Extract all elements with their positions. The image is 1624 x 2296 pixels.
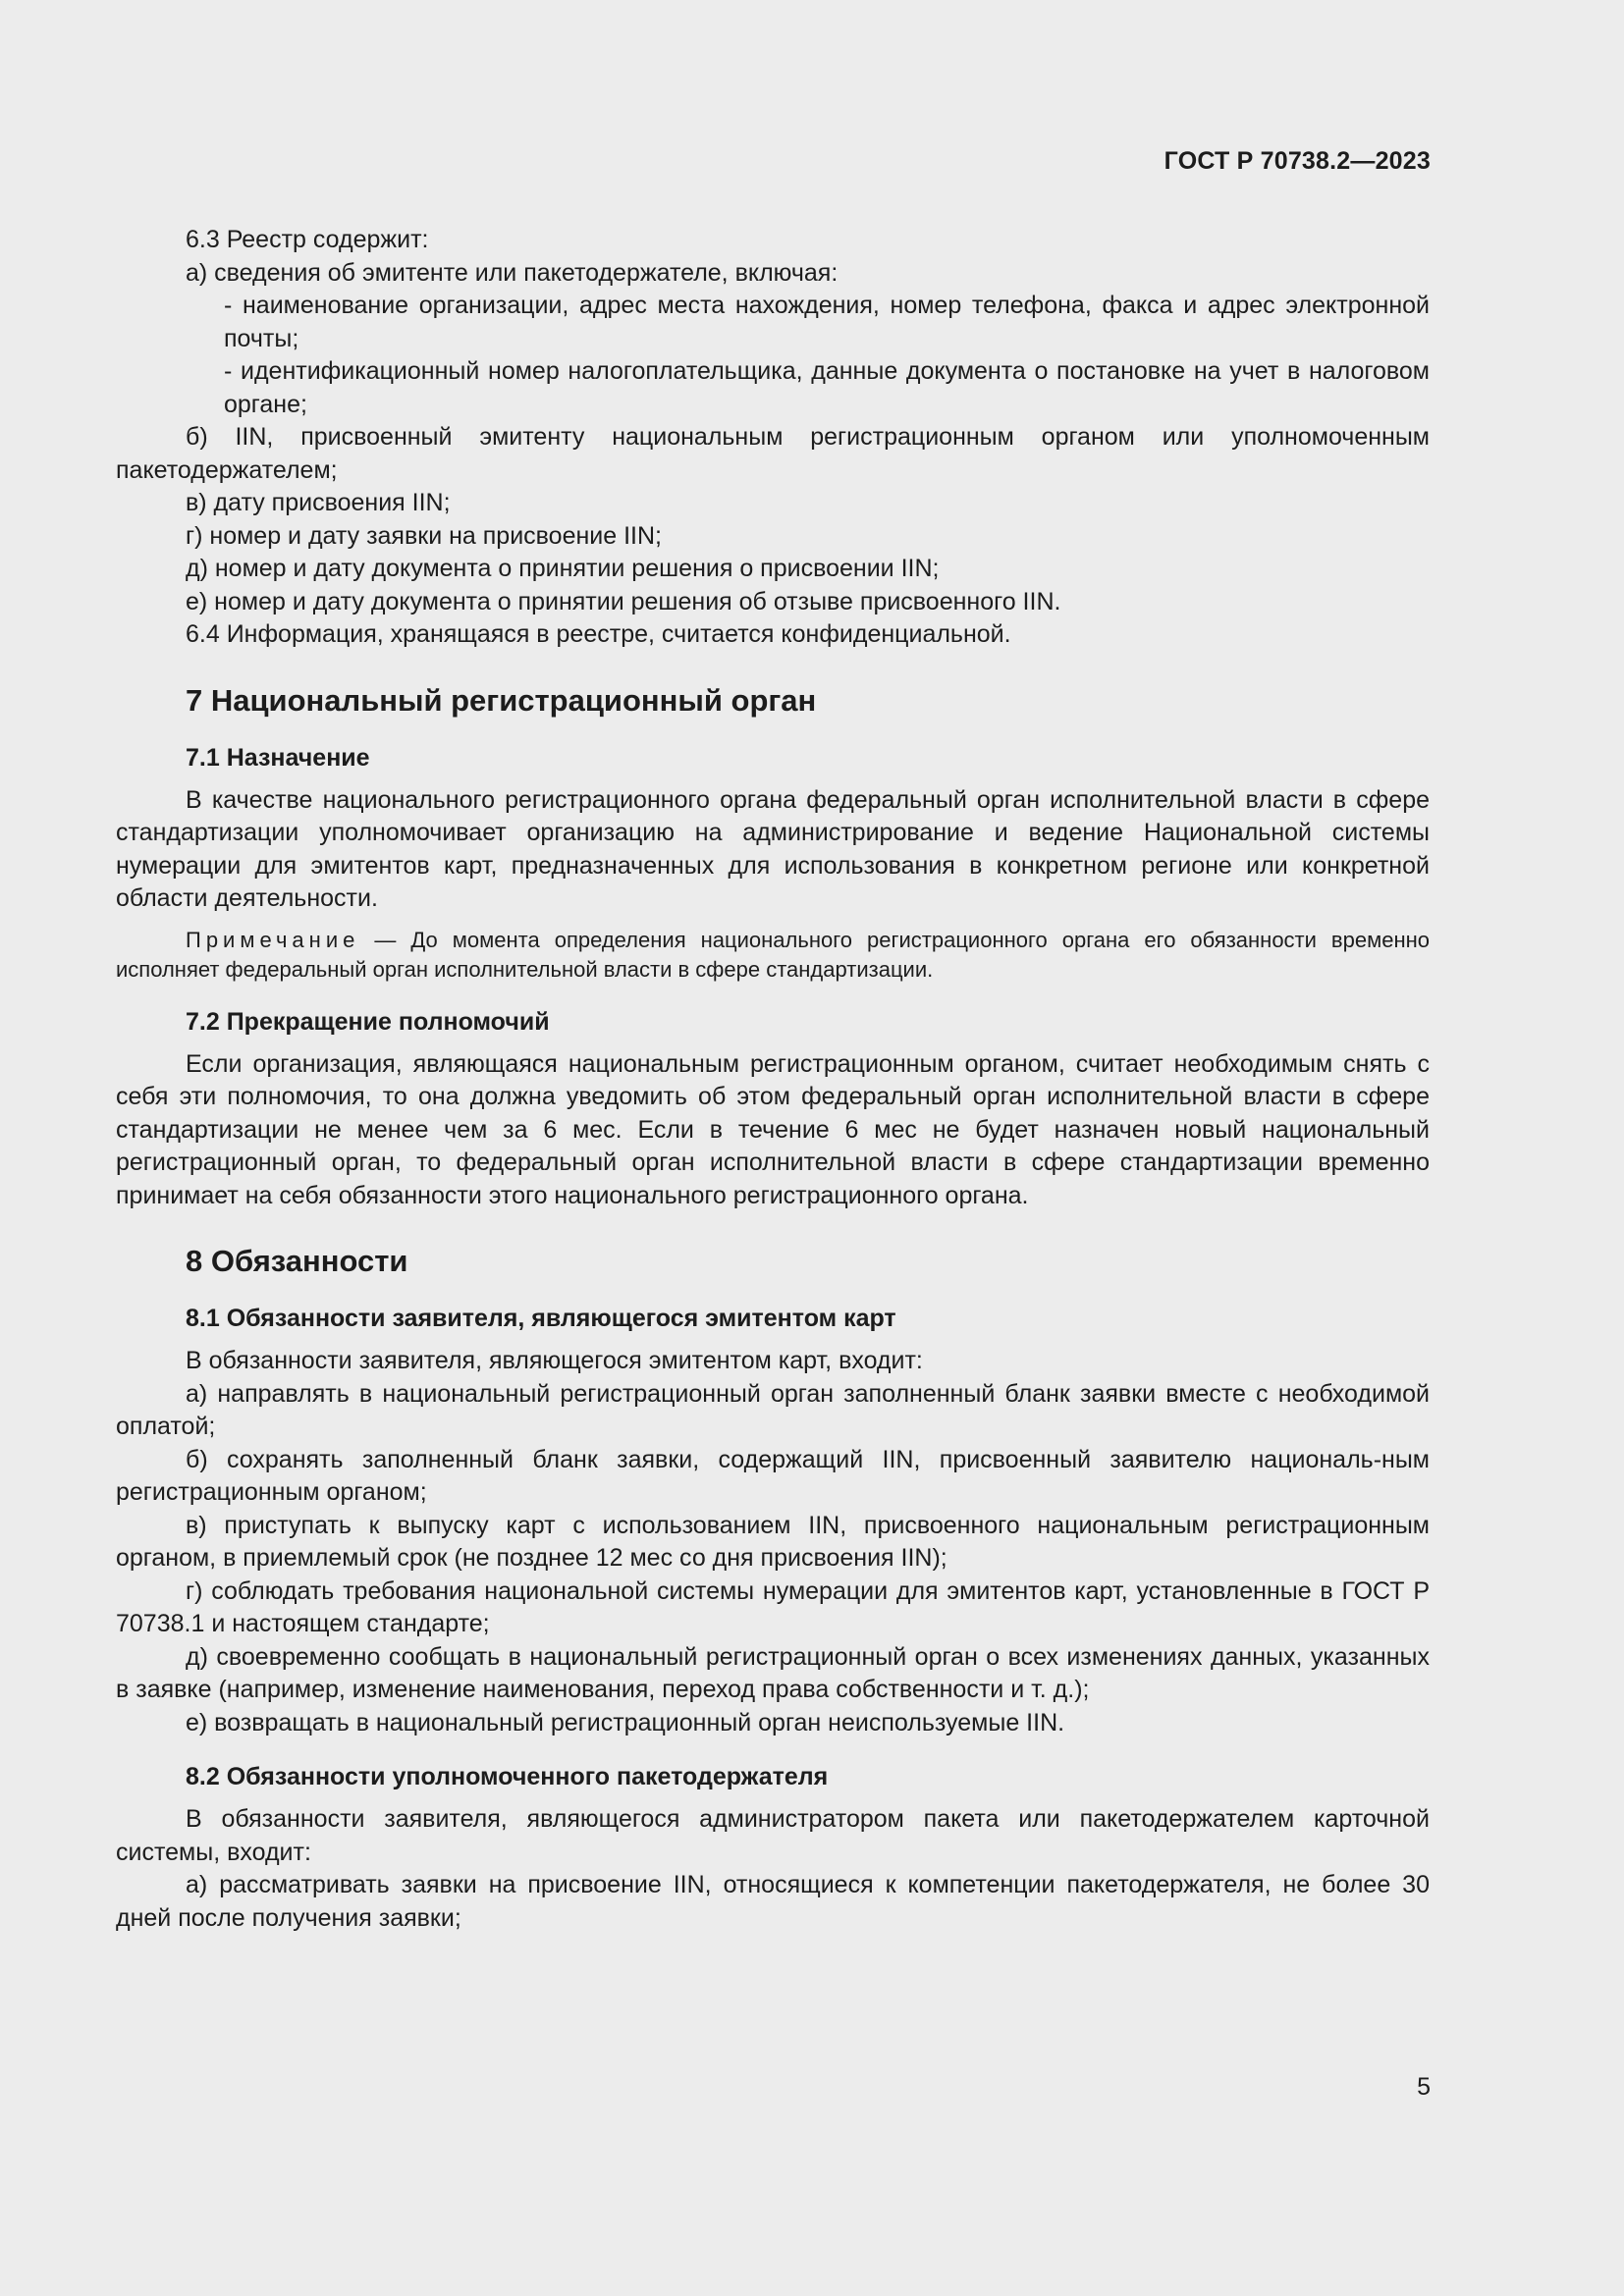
dash-item-tax-number: - идентификационный номер налогоплательщика, данные документа о постановке на учет в налоговом органе; <box>224 357 1430 418</box>
subsection-8-1-intro: В обязанности заявителя, являющегося эмитентом карт, входит: <box>186 1347 923 1374</box>
subsection-8-2-heading: 8.2 Обязанности уполномоченного пакетодержателя <box>186 1763 829 1790</box>
list-item-a: а) сведения об эмитенте или пакетодержателе, включая: <box>186 258 839 287</box>
section-8-heading: 8 Обязанности <box>186 1244 408 1278</box>
subsection-7-2-text: Если организация, являющаяся национальным регистрационным органом, считает необходимым снять с себя эти полномочия, то она должна уведомить об этом федеральный орган исполнительной власти в сфере стандартизации не менее чем за 6 мес. Если в течение 6 мес не будет назначен новый национальный регистрационный орган, то федеральный орган исполнительной власти в сфере стандартизации временно принимает на себя обязанности этого национального регистрационного органа. <box>116 1049 1430 1209</box>
duty-item-v: в) приступать к выпуску карт с использованием IIN, присвоенного национальным регистрационным органом, в приемлемый срок (не позднее 12 мес со дня присвоения IIN); <box>116 1511 1430 1572</box>
list-item-g: г) номер и дату заявки на присвоение IIN; <box>186 521 662 550</box>
list-item-d: д) номер и дату документа о принятии решения о присвоении IIN; <box>186 555 940 582</box>
subsection-8-1-heading: 8.1 Обязанности заявителя, являющегося эмитентом карт <box>186 1305 896 1332</box>
page-number: 5 <box>1417 2073 1431 2101</box>
list-item-v: в) дату присвоения IIN; <box>186 489 451 516</box>
page-content <box>116 224 1430 1935</box>
duty-item-b: б) сохранять заполненный бланк заявки, содержащий IIN, присвоенный заявителю националь-ным регистрационным органом; <box>116 1445 1430 1506</box>
duty-item-a: а) направлять в национальный регистрационный орган заполненный бланк заявки вместе с необходимой оплатой; <box>116 1379 1430 1440</box>
subsection-7-1-text: В качестве национального регистрационного органа федеральный орган исполнительной власти в сфере стандартизации уполномочивает организацию на администрирование и ведение Национальной системы нумерации для эмитентов карт, предназначенных для использования в конкретном регионе или конкретной области деятельности. <box>116 785 1430 912</box>
document-code: ГОСТ Р 70738.2—2023 <box>1164 147 1431 175</box>
subsection-7-1-heading: 7.1 Назначение <box>186 743 370 772</box>
dash-item-organization: - наименование организации, адрес места нахождения, номер телефона, факса и адрес электронной почты; <box>224 292 1430 352</box>
duty-item-d: д) своевременно сообщать в национальный регистрационный орган о всех изменениях данных, указанных в заявке (например, изменение наименования, переход права собственности и т. д.); <box>116 1642 1430 1703</box>
section-7-heading: 7 Национальный регистрационный орган <box>186 682 817 718</box>
list-item-e: е) номер и дату документа о принятии решения об отзыве присвоенного IIN. <box>186 587 1061 615</box>
subsection-8-2-intro: В обязанности заявителя, являющегося администратором пакета или пакетодержателем карточной системы, входит: <box>116 1805 1430 1866</box>
subsection-7-2-heading: 7.2 Прекращение полномочий <box>186 1007 550 1036</box>
clause-6-4: 6.4 Информация, хранящаяся в реестре, считается конфиденциальной. <box>186 620 1011 648</box>
note <box>116 926 1430 985</box>
note-text: — До момента определения национального регистрационного органа его обязанности временно исполняет федеральный орган исполнительной власти в сфере стандартизации. <box>116 927 1430 982</box>
duty-item-g: г) соблюдать требования национальной системы нумерации для эмитентов карт, установленные в ГОСТ Р 70738.1 и настоящем стандарте; <box>116 1576 1430 1637</box>
note-label: Примечание <box>186 927 360 952</box>
clause-6-3: 6.3 Реестр содержит: <box>186 226 429 253</box>
list-item-b: б) IIN, присвоенный эмитенту национальным регистрационным органом или уполномоченным пакетодержателем; <box>116 423 1430 484</box>
duty-item-e: е) возвращать в национальный регистрационный орган неиспользуемые IIN. <box>186 1708 1065 1736</box>
holder-duty-item-a: а) рассматривать заявки на присвоение IIN, относящиеся к компетенции пакетодержателя, не более 30 дней после получения заявки; <box>116 1871 1430 1932</box>
